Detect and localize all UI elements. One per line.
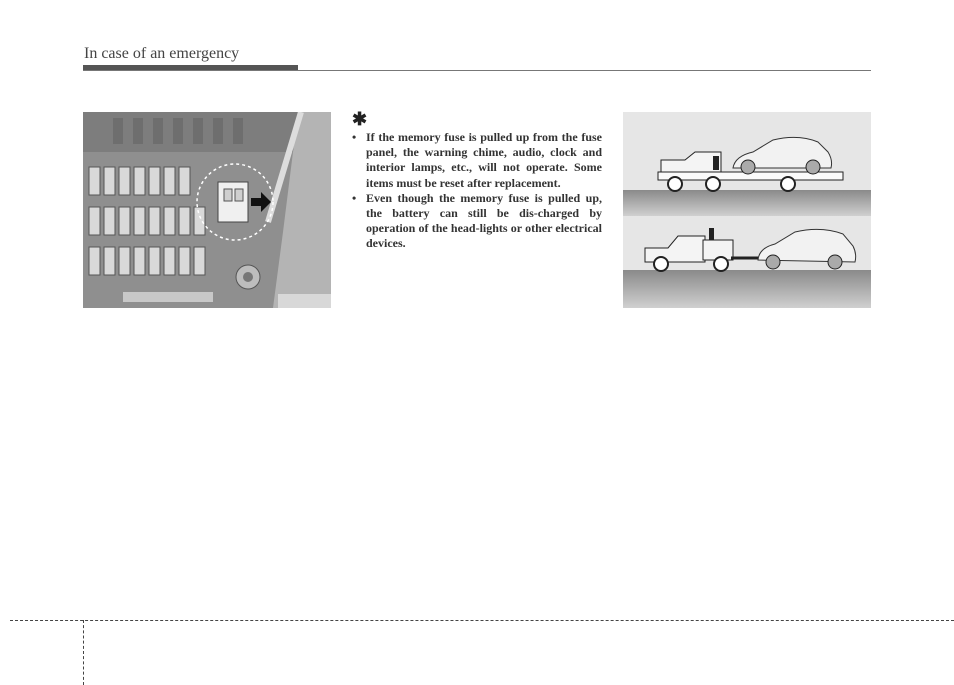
tow-truck-illustration xyxy=(623,112,871,308)
bullet-icon: • xyxy=(352,190,357,205)
footer-divider xyxy=(10,620,954,621)
note-block xyxy=(352,110,602,252)
bullet-icon: • xyxy=(352,130,357,144)
footer-margin-line xyxy=(83,620,84,685)
note-list xyxy=(352,130,602,252)
header-rule xyxy=(83,70,871,71)
note-item xyxy=(352,191,602,252)
note-text: If the memory fuse is pulled up from the fuse panel, the warning chime, audio, clock and interior lamps, etc., will not operate. Some items must be reset after replacement. xyxy=(366,130,602,190)
fuse-panel-photo xyxy=(83,112,331,308)
note-item xyxy=(352,130,602,191)
page-title: In case of an emergency xyxy=(84,45,240,62)
note-text: Even though the memory fuse is pulled up, the battery can still be dis-charged by operation of the head-lights or other electrical devices. xyxy=(366,190,602,251)
asterisk-icon: ✱ xyxy=(352,109,368,129)
